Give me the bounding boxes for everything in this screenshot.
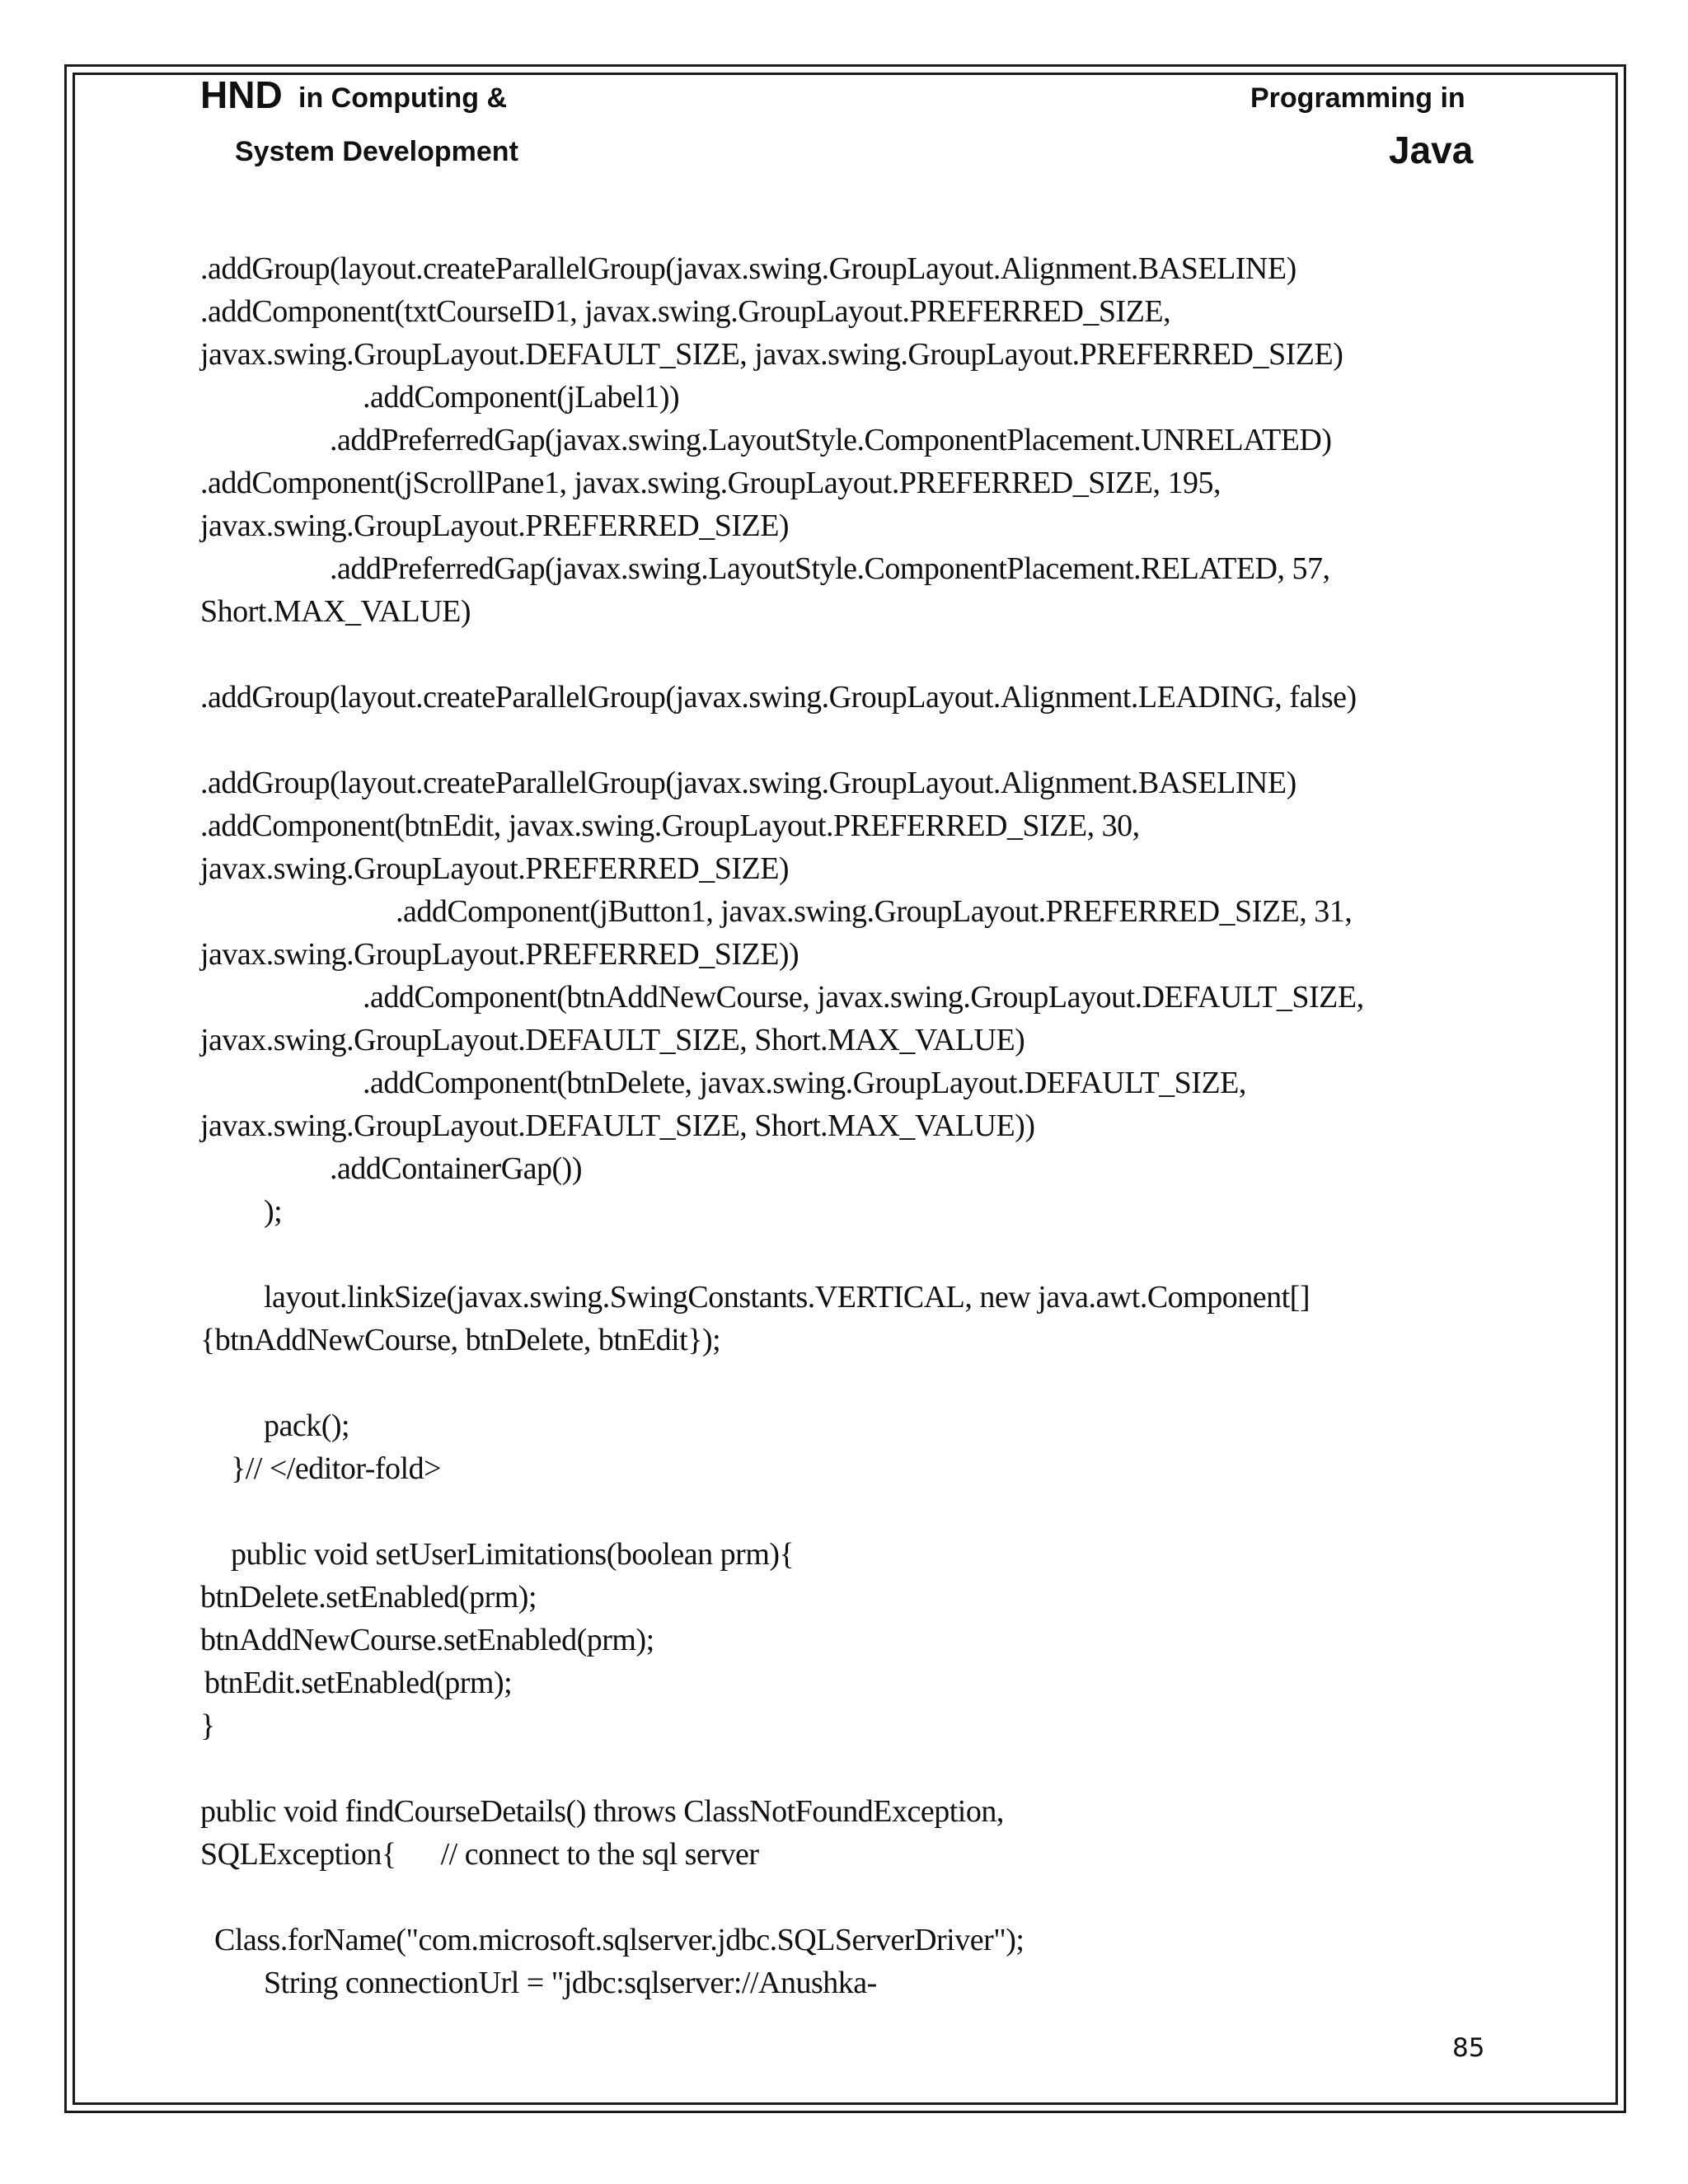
code-line: .addComponent(btnDelete, javax.swing.GroupLayout.DEFAULT_SIZE,	[363, 1066, 1246, 1100]
code-line: Class.forName("com.microsoft.sqlserver.jdbc.SQLServerDriver");	[214, 1923, 1025, 1957]
code-line: public void findCourseDetails() throws ClassNotFoundException,	[200, 1794, 1004, 1829]
code-line: );	[264, 1194, 283, 1229]
code-line: public void setUserLimitations(boolean prm){	[231, 1537, 795, 1572]
code-line: .addPreferredGap(javax.swing.LayoutStyle.ComponentPlacement.RELATED, 57,	[330, 551, 1330, 586]
code-line: .addComponent(jButton1, javax.swing.GroupLayout.PREFERRED_SIZE, 31,	[396, 894, 1353, 929]
code-line: btnAddNewCourse.setEnabled(prm);	[200, 1623, 654, 1657]
code-line: layout.linkSize(javax.swing.SwingConstants.VERTICAL, new java.awt.Component[]	[264, 1280, 1310, 1315]
code-line: btnDelete.setEnabled(prm);	[200, 1580, 537, 1615]
code-line: .addContainerGap())	[330, 1151, 582, 1186]
code-line: .addComponent(jScrollPane1, javax.swing.GroupLayout.PREFERRED_SIZE, 195,	[200, 466, 1221, 500]
code-line: javax.swing.GroupLayout.PREFERRED_SIZE)	[200, 509, 790, 543]
page-number: 85	[1452, 2033, 1485, 2063]
code-line: String connectionUrl = "jdbc:sqlserver://Anushka-	[264, 1966, 877, 2000]
code-line: javax.swing.GroupLayout.PREFERRED_SIZE)	[200, 851, 790, 886]
code-line: }	[200, 1708, 215, 1743]
header-subject-line2: Java	[1389, 129, 1474, 171]
header-course-line2: System Development	[235, 136, 518, 167]
code-line: .addComponent(btnEdit, javax.swing.GroupLayout.PREFERRED_SIZE, 30,	[200, 808, 1140, 843]
code-line: .addComponent(txtCourseID1, javax.swing.GroupLayout.PREFERRED_SIZE,	[200, 294, 1171, 329]
code-line: }// </editor-fold>	[231, 1451, 442, 1486]
code-line: javax.swing.GroupLayout.DEFAULT_SIZE, Short.MAX_VALUE)	[200, 1023, 1025, 1057]
code-line: {btnAddNewCourse, btnDelete, btnEdit});	[200, 1323, 721, 1357]
code-line: .addComponent(jLabel1))	[363, 380, 680, 415]
code-line: javax.swing.GroupLayout.DEFAULT_SIZE, javax.swing.GroupLayout.PREFERRED_SIZE)	[200, 337, 1343, 372]
header-course-line1: in Computing &	[298, 82, 508, 114]
code-line: .addGroup(layout.createParallelGroup(javax.swing.GroupLayout.Alignment.BASELINE)	[200, 251, 1296, 286]
code-line: SQLException{ // connect to the sql server	[200, 1837, 759, 1872]
header-hnd: HND	[200, 73, 283, 116]
code-line: .addComponent(btnAddNewCourse, javax.swing.GroupLayout.DEFAULT_SIZE,	[363, 980, 1364, 1015]
code-line: .addGroup(layout.createParallelGroup(javax.swing.GroupLayout.Alignment.BASELINE)	[200, 766, 1296, 800]
code-line: pack();	[264, 1408, 350, 1443]
code-line: javax.swing.GroupLayout.PREFERRED_SIZE))	[200, 937, 799, 972]
header-subject-line1: Programming in	[1250, 82, 1465, 114]
code-line: Short.MAX_VALUE)	[200, 594, 471, 629]
code-line: .addGroup(layout.createParallelGroup(javax.swing.GroupLayout.Alignment.LEADING, false)	[200, 680, 1357, 715]
code-line: .addPreferredGap(javax.swing.LayoutStyle.ComponentPlacement.UNRELATED)	[330, 423, 1332, 457]
code-line: javax.swing.GroupLayout.DEFAULT_SIZE, Short.MAX_VALUE))	[200, 1108, 1035, 1143]
code-line: btnEdit.setEnabled(prm);	[204, 1666, 513, 1700]
